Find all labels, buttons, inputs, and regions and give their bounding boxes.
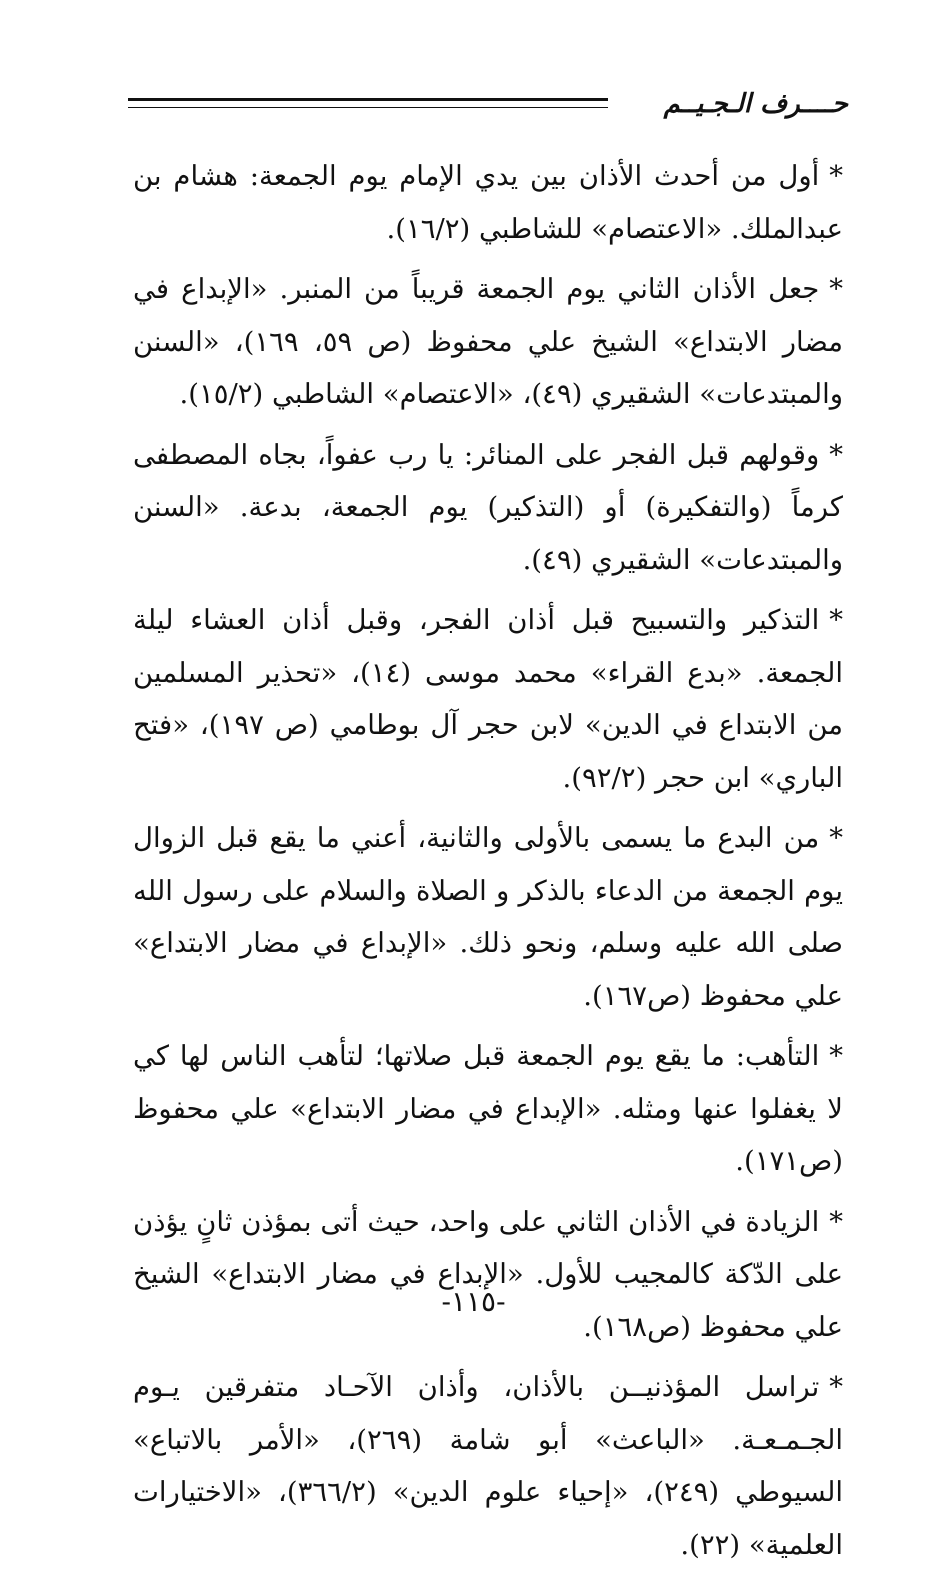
entry-5 — [133, 812, 843, 1022]
entry-3 — [133, 429, 843, 587]
entry-text: أول من أحدث الأذان بين يدي الإمام يوم الجمعة: هشام بن عبدالملك. «الاعتصام» للشاطبي (١٦/٢). — [133, 160, 843, 245]
entry-text: تراسل المؤذنيــن بالأذان، وأذان الآحـاد متفرقين يـوم الجـمـعـة. «الباعث» أبو شامة (٢٦٩)، «الأمر بالاتباع» السيوطي (٢٤٩)، «إحياء علوم الدين» (٣٦٦/٢)، «الاختيارات العلمية» (٢٢). — [133, 1371, 844, 1561]
entry-text: التأهب: ما يقع يوم الجمعة قبل صلاتها؛ لتأهب الناس لها كي لا يغفلوا عنها ومثله. «الإبداع في مضار الابتداع» علي محفوظ (ص١٧١). — [133, 1040, 843, 1177]
running-header — [128, 86, 848, 126]
entry-marker: * — [829, 822, 843, 854]
entry-8 — [133, 1361, 843, 1571]
entry-text: جعل الأذان الثاني يوم الجمعة قريباً من المنبر. «الإبداع في مضار الابتداع» الشيخ علي محفوظ (ص ٥٩، ١٦٩)، «السنن والمبتدعات» الشقيري (٤٩)، «الاعتصام» الشاطبي (١٥/٢). — [133, 273, 843, 410]
entry-marker: * — [829, 1371, 843, 1403]
entry-text: الزيادة في الأذان الثاني على واحد، حيث أتى بمؤذن ثانٍ يؤذن على الدّكة كالمجيب للأول. «الإبداع في مضار الابتداع» الشيخ علي محفوظ (ص١٦٨). — [133, 1205, 843, 1343]
entry-marker: * — [829, 604, 843, 636]
entry-text: وقولهم قبل الفجر على المنائر: يا رب عفواً، بجاه المصطفى كرماً (والتفكيرة) أو (التذكير) يوم الجمعة، بدعة. «السنن والمبتدعات» الشقيري (٤٩). — [133, 438, 843, 576]
entry-marker: * — [829, 160, 843, 192]
entry-text: من البدع ما يسمى بالأولى والثانية، أعني ما يقع قبل الزوال يوم الجمعة من الدعاء بالذكر و الصلاة والسلام على رسول الله صلى الله عليه وسلم، ونحو ذلك. «الإبداع في مضار الابتداع» علي محفوظ (ص١٦٧). — [133, 822, 843, 1012]
entry-marker: * — [829, 1040, 843, 1072]
entry-7 — [133, 1196, 843, 1354]
entry-text: التذكير والتسبيح قبل أذان الفجر، وقبل أذان العشاء ليلة الجمعة. «بدع القراء» محمد موسى (١٤)، «تحذير المسلمين من الابتداع في الدين» لابن حجر آل بوطامي (ص ١٩٧)، «فتح الباري» ابن حجر (٩٢/٢). — [133, 604, 843, 794]
entry-6 — [133, 1030, 843, 1188]
entry-marker: * — [829, 1205, 843, 1238]
entry-marker: * — [829, 273, 843, 305]
page-number: -١١٥- — [441, 1285, 506, 1318]
entry-marker: * — [829, 438, 843, 471]
entries-list — [133, 150, 843, 1579]
header-rule — [128, 98, 608, 112]
entry-4 — [133, 594, 843, 804]
entry-2 — [133, 263, 843, 421]
entry-1 — [133, 150, 843, 255]
chapter-title: حــــرف الـجـيــم — [663, 89, 848, 119]
